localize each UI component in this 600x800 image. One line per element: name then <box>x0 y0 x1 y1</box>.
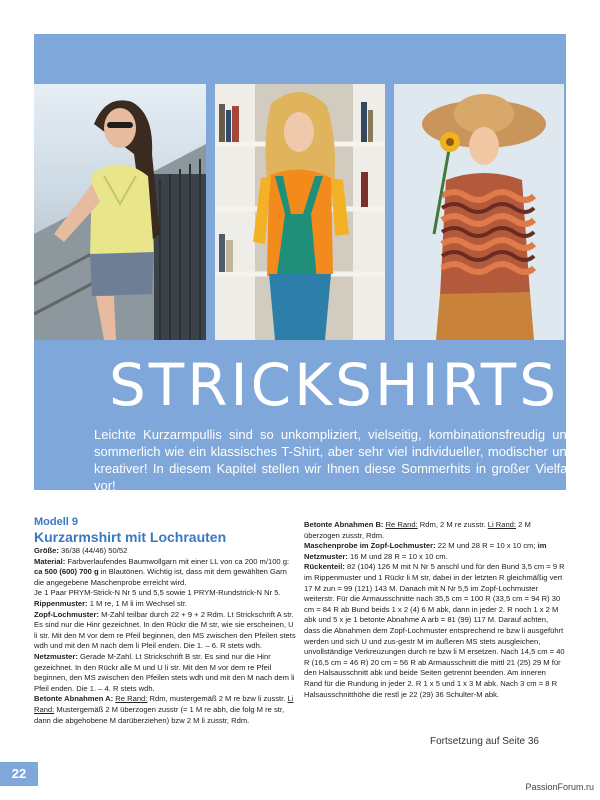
material-text-1: Farbverlaufendes Baumwollgarn mit einer LL von ca 200 m/100 g: <box>65 556 290 566</box>
watermark: PassionForum.ru <box>525 782 594 792</box>
material-text-2: in Blautönen. Wichtig ist, dass mit dem gewählten Garn die angegebene Maschenprobe erreicht wird. <box>34 567 287 587</box>
decrease-a-label: Betonte Abnahmen A: <box>34 694 114 704</box>
back-text: 82 (104) 126 M mit N Nr 5 anschl und für den Bund 3,5 cm = 9 R im Rippenmuster und 1 Rückr li M str, dabei in der letzten R gleichmäßig vert 17 M zun = 99 (121) 143 M. Danach mit N Nr 5,5 im Zopf-Lochmuster weiterstr. Für die Armausschnitte nach 35,5 cm = 100 R (33,5 cm = 94 R) 30 cm = 84 R ab Bund beids 1 x 2 (4) 6 M abk, dann in jeder 2. R noch 1 x 2 M abk und 5 x je 1 betonte Abnahme A arb = 81 (99) 117 M. Darauf achten, dass die Abnahmen dem Zopf-Lochmuster entsprechend re bzw li ausgeführt werden und sich U und zus-gestr M im äußeren MS stets ausgleichen, unvollständige Verkreuzungen durch re bzw li M ersetzen. Nach 14,5 cm = 40 R (16,5 cm = 46 R) 20 cm = 56 R ab Armausschnitt die mittl 21 (25) 29 M für den Halsausschnitt abk und beide Seiten getrennt beenden. Am inneren Rand für die Rundung in jeder 2. R 1 x 5 und 1 x 3 M abk. Nach 3 cm = 8 R Halsausschnitthöhe die restl je 22 (29) 36 Schulter-M abk. <box>304 562 565 699</box>
cable-lace-text: M-Zahl teilbar durch 22 + 9 + 2 Rdm. Lt Strickschrift A str. Es sind nur die Hinr gezeichnet. In den Rückr die M str, wie sie erscheinen, U li str. Mit den M vor dem re Pfeil beginnen, den MS zwischen den Pfeilen stets wdh und mit den M nach dem li Pfeil enden. Die 1. – 6. R stets wdh. <box>34 609 296 651</box>
gauge-paragraph <box>304 541 566 562</box>
decrease-b-right-edge: Re Rand: <box>385 520 418 529</box>
back-paragraph <box>304 562 566 700</box>
decrease-a-text-2: Mustergemäß 2 M überzogen zusstr (= 1 M re abh, die folg M re str, dann die abgehobene M darüberziehen) bzw 2 M li zusstr, Rdm. <box>34 704 285 725</box>
decrease-a-text-1: Rdm, mustergemäß 2 M re bzw li zusstr. <box>147 694 288 704</box>
header-banner <box>34 34 574 493</box>
cable-lace-paragraph <box>34 610 296 652</box>
gauge-text-1: 22 M und 28 R = 10 x 10 cm; <box>435 541 538 551</box>
page-number: 22 <box>0 762 38 786</box>
rib-text: 1 M re, 1 M li im Wechsel str. <box>87 598 188 608</box>
needles-paragraph: Je 1 Paar PRYM-Strick-N Nr 5 und 5,5 sowie 1 PRYM-Rundstrick-N Nr 5. <box>34 588 281 598</box>
gauge-label: Maschenprobe im Zopf-Lochmuster: <box>304 541 436 551</box>
photo-striped-top-illustration <box>394 84 564 340</box>
net-pattern-label: Netzmuster: <box>34 651 78 661</box>
photo-model-yellow-top <box>34 84 206 340</box>
cable-lace-label: Zopf-Lochmuster: <box>34 609 99 619</box>
decrease-a-right-edge: Re Rand: <box>115 694 148 704</box>
decrease-a-paragraph <box>34 694 296 726</box>
page-title: STRICKSHIRTS <box>108 351 560 419</box>
model-title: Kurzarmshirt mit Lochrauten <box>34 529 227 545</box>
decrease-b-text-2: 2 M überzogen zusstr, Rdm. <box>304 520 531 540</box>
continuation-note: Fortsetzung auf Seite 36 <box>430 736 539 747</box>
size-paragraph <box>34 546 296 557</box>
gauge-text-2: 16 M und 28 R = 10 x 10 cm. <box>347 551 448 561</box>
article-column-right <box>304 520 566 700</box>
article-column-left <box>34 516 296 726</box>
decrease-b-left-edge: Li Rand: <box>487 520 517 529</box>
net-pattern-text: Gerade M-Zahl. Lt Strickschrift B str. Es sind nur die Hinr gezeichnet. In den Rückr alle M und U li str. Mit den M vor dem re Pfeil beginnen, den MS zwischen den Pfeilen stets wdh und mit den M nach dem li Pfeil enden. Die 1. – 4. R stets wdh. <box>34 651 295 693</box>
material-label: Material: <box>34 556 66 566</box>
intro-text: Leichte Kurzarmpullis sind so unkompliziert, vielseitig, kombinationsfreudig und sommerlich wie ein klassisches T-Shirt, aber sehr viel individueller, modischer und kreativer! In diesem Kapitel stellen wir Ihnen diese Sommerhits in großer Vielfalt vor! <box>94 427 574 493</box>
photo-yellow-top-illustration <box>34 84 206 340</box>
decrease-b-label: Betonte Abnahmen B: <box>304 520 384 529</box>
photo-model-striped-top <box>394 84 564 340</box>
rib-paragraph <box>34 599 296 610</box>
gauge-net-label: im Netzmuster: <box>304 541 547 561</box>
net-pattern-paragraph <box>34 652 296 694</box>
size-text: 36/38 (44/46) 50/52 <box>58 546 128 555</box>
size-label: Größe: <box>34 546 59 555</box>
decrease-a-left-edge: Li Rand: <box>34 694 294 714</box>
material-amount: ca 500 (600) 700 g <box>34 567 99 577</box>
material-paragraph <box>34 557 296 589</box>
rib-label: Rippenmuster: <box>34 598 88 608</box>
decrease-b-text-1: Rdm, 2 M re zusstr. <box>417 520 488 529</box>
photo-orange-top-illustration <box>215 84 385 340</box>
back-label: Rückenteil: <box>304 562 345 572</box>
photo-model-orange-top <box>215 84 385 340</box>
decrease-b-paragraph <box>304 520 566 541</box>
model-label: Modell 9 <box>34 516 79 528</box>
